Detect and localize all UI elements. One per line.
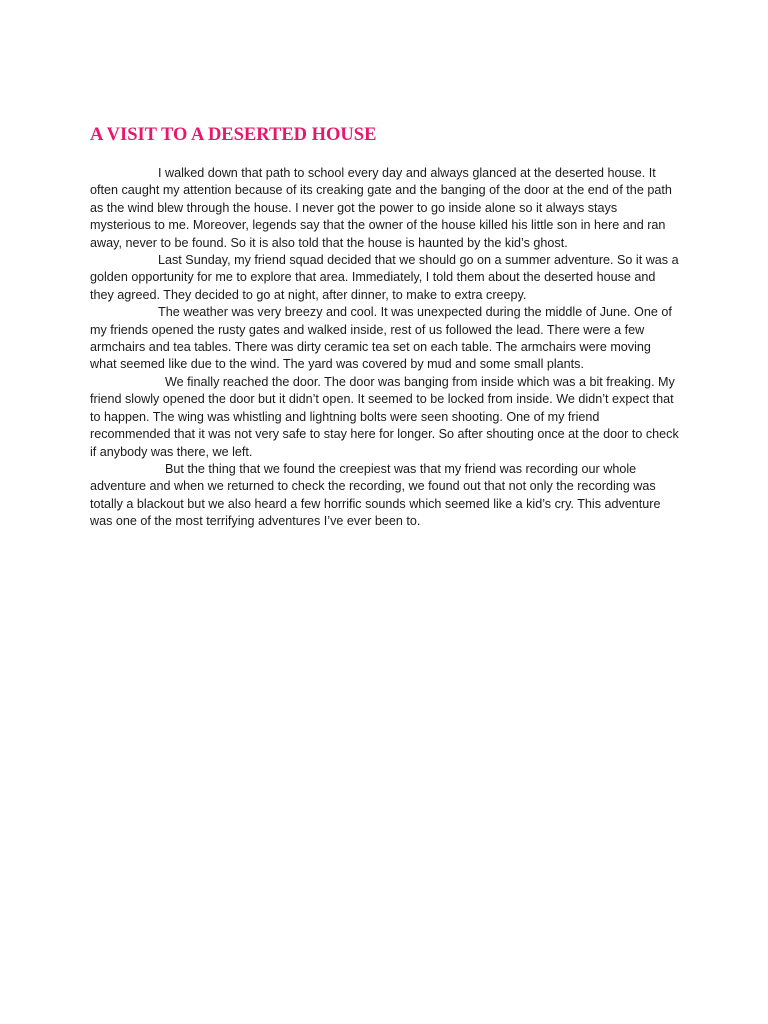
document-title: A VISIT TO A DESERTED HOUSE xyxy=(90,125,377,145)
paragraph-5: But the thing that we found the creepiest was that my friend was recording our whole adventure and when we returned to check the recording, we found out that not only the recording was totally a blackout but we also heard a few horrific sounds which seemed like a kid’s cry. This adventure was one of the most terrifying adventures I’ve ever been to. xyxy=(90,461,661,529)
paragraph-4: We finally reached the door. The door was banging from inside which was a bit freaking. My friend slowly opened the door but it didn’t open. It seemed to be locked from inside. We didn’t expect that to happen. The wing was whistling and lightning bolts were seen shooting. One of my friend recommended that it was not very safe to stay here for longer. So after shouting once at the door to check if anybody was there, we left. xyxy=(90,374,679,459)
document-body xyxy=(90,165,680,531)
paragraph-2: Last Sunday, my friend squad decided that we should go on a summer adventure. So it was a golden opportunity for me to explore that area. Immediately, I told them about the deserted house and they agreed. They decided to go at night, after dinner, to make to extra creepy. xyxy=(90,253,679,302)
paragraph-1: I walked down that path to school every day and always glanced at the deserted house. It often caught my attention because of its creaking gate and the banging of the door at the end of the path as the wind blew through the house. I never got the power to go inside alone so it always stays mysterious to me. Moreover, legends say that the owner of the house killed his little son in here and ran away, never to be found. So it is also told that the house is haunted by the kid’s ghost. xyxy=(90,166,672,250)
paragraph-3: The weather was very breezy and cool. It was unexpected during the middle of June. One of my friends opened the rusty gates and walked inside, rest of us followed the lead. There were a few armchairs and tea tables. There was dirty ceramic tea set on each table. The armchairs were moving what seemed like due to the wind. The yard was covered by mud and some small plants. xyxy=(90,305,672,372)
